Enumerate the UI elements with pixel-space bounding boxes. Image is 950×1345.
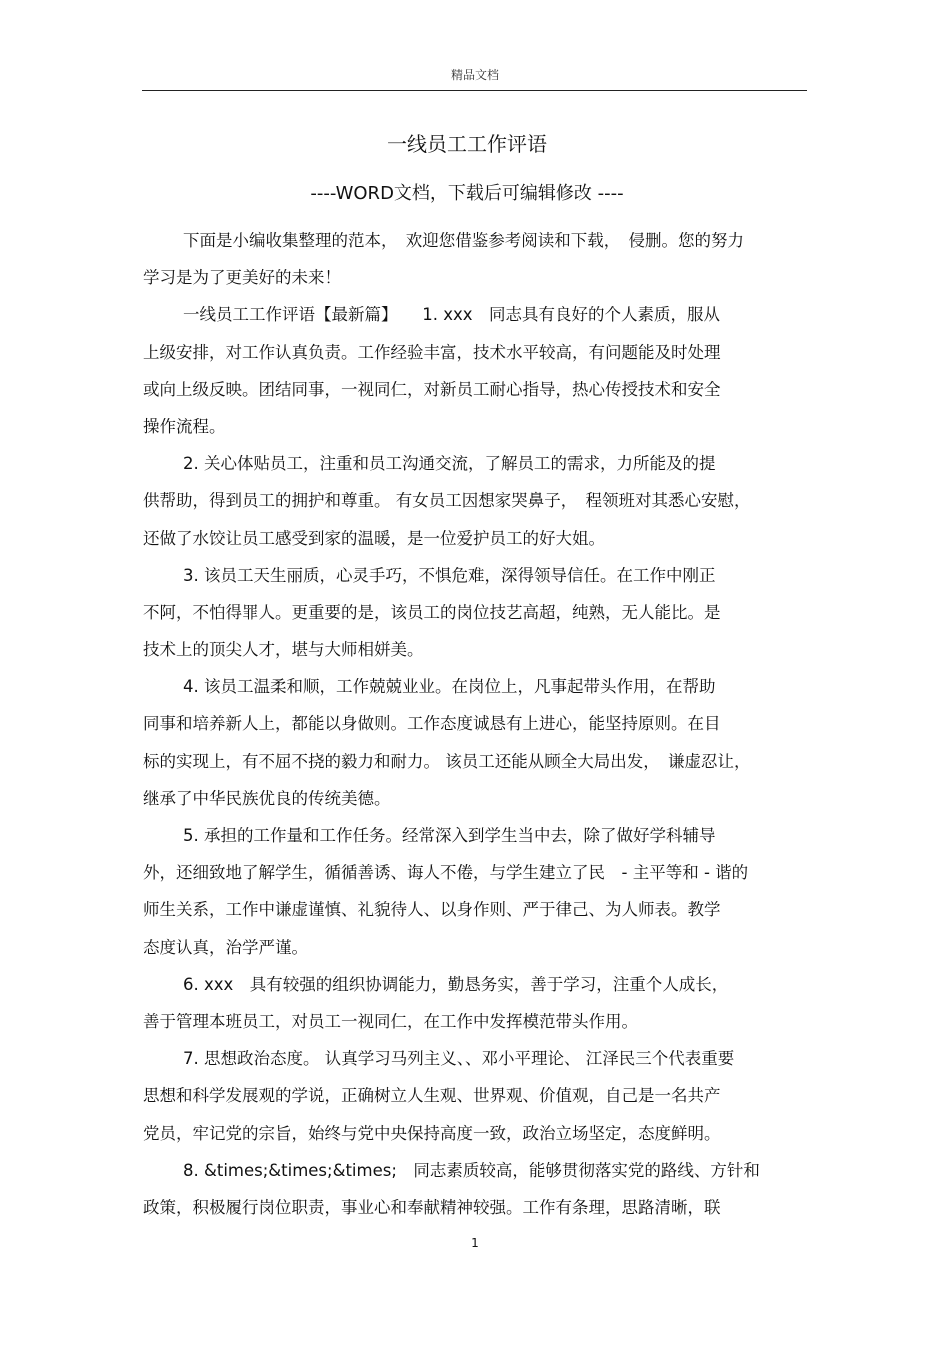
body-line: 或向上级反映。团结同事，一视同仁，对新员工耐心指导，热心传授技术和安全: [143, 379, 721, 399]
body-line: 7. 思想政治态度。 认真学习马列主义、、邓小平理论、 江泽民三个代表重要: [183, 1049, 735, 1069]
body-line: 政策，积极履行岗位职责，事业心和奉献精神较强。工作有条理，思路清晰，联: [143, 1197, 721, 1217]
body-line: 下面是小编收集整理的范本， 欢迎您借鉴参考阅读和下载， 侵删。您的努力: [183, 231, 744, 250]
body-line: 学习是为了更美好的未来！: [143, 268, 341, 288]
body-line: 5. 承担的工作量和工作任务。经常深入到学生当中去，除了做好学科辅导: [183, 826, 716, 845]
body-line: 党员，牢记党的宗旨，始终与党中央保持高度一致，政治立场坚定，态度鲜明。: [143, 1123, 721, 1143]
document-subtitle: ----WORD文档，下载后可编辑修改 ----: [310, 183, 624, 204]
page-header: 精品文档: [450, 68, 499, 82]
body-line: 3. 该员工天生丽质，心灵手巧，不惧危难，深得领导信任。在工作中刚正: [183, 565, 716, 585]
body-line: 供帮助，得到员工的拥护和尊重。 有女员工因想家哭鼻子， 程领班对其悉心安慰，: [143, 491, 751, 511]
body-line: 师生关系，工作中谦虚谨慎、礼貌待人、以身作则、严于律己、为人师表。教学: [143, 900, 721, 920]
document-body: [143, 222, 808, 1226]
page-number: 1: [471, 1236, 479, 1250]
body-line: 2. 关心体贴员工，注重和员工沟通交流，了解员工的需求，力所能及的提: [183, 454, 716, 474]
body-line: 思想和科学发展观的学说，正确树立人生观、世界观、价值观，自己是一名共产: [143, 1086, 721, 1106]
body-line: 上级安排，对工作认真负责。工作经验丰富，技术水平较高，有问题能及时处理: [143, 342, 721, 362]
document-title: 一线员工工作评语: [387, 132, 547, 156]
header-divider: [142, 90, 807, 91]
body-line: 8. &times;&times;&times; 同志素质较高，能够贯彻落实党的路线、方针和: [183, 1160, 760, 1180]
body-line: 6. xxx 具有较强的组织协调能力，勤恳务实，善于学习，注重个人成长，: [183, 974, 729, 994]
body-line: 4. 该员工温柔和顺，工作兢兢业业。在岗位上，凡事起带头作用，在帮助: [183, 677, 716, 697]
body-line: 操作流程。: [143, 416, 226, 436]
body-line: 善于管理本班员工，对员工一视同仁，在工作中发挥模范带头作用。: [143, 1011, 638, 1031]
body-line: 继承了中华民族优良的传统美德。: [143, 788, 391, 808]
body-line: 标的实现上，有不屈不挠的毅力和耐力。 该员工还能从顾全大局出发， 谦虚忍让，: [143, 751, 751, 771]
body-line: 态度认真，治学严谨。: [143, 937, 308, 957]
body-line: 不阿，不怕得罪人。更重要的是，该员工的岗位技艺高超，纯熟，无人能比。是: [143, 602, 721, 622]
body-line: 技术上的顶尖人才，堪与大师相姘美。: [143, 640, 424, 660]
body-line: 还做了水饺让员工感受到家的温暖，是一位爱护员工的好大姐。: [143, 528, 605, 548]
body-line: 外，还细致地了解学生，循循善诱、诲人不倦，与学生建立了民 - 主平等和 - 谐的: [143, 863, 749, 883]
body-line: 一线员工工作评语【最新篇】 1. xxx 同志具有良好的个人素质，服从: [183, 305, 721, 325]
body-line: 同事和培养新人上，都能以身做则。工作态度诚恳有上进心，能坚持原则。在目: [143, 714, 721, 734]
